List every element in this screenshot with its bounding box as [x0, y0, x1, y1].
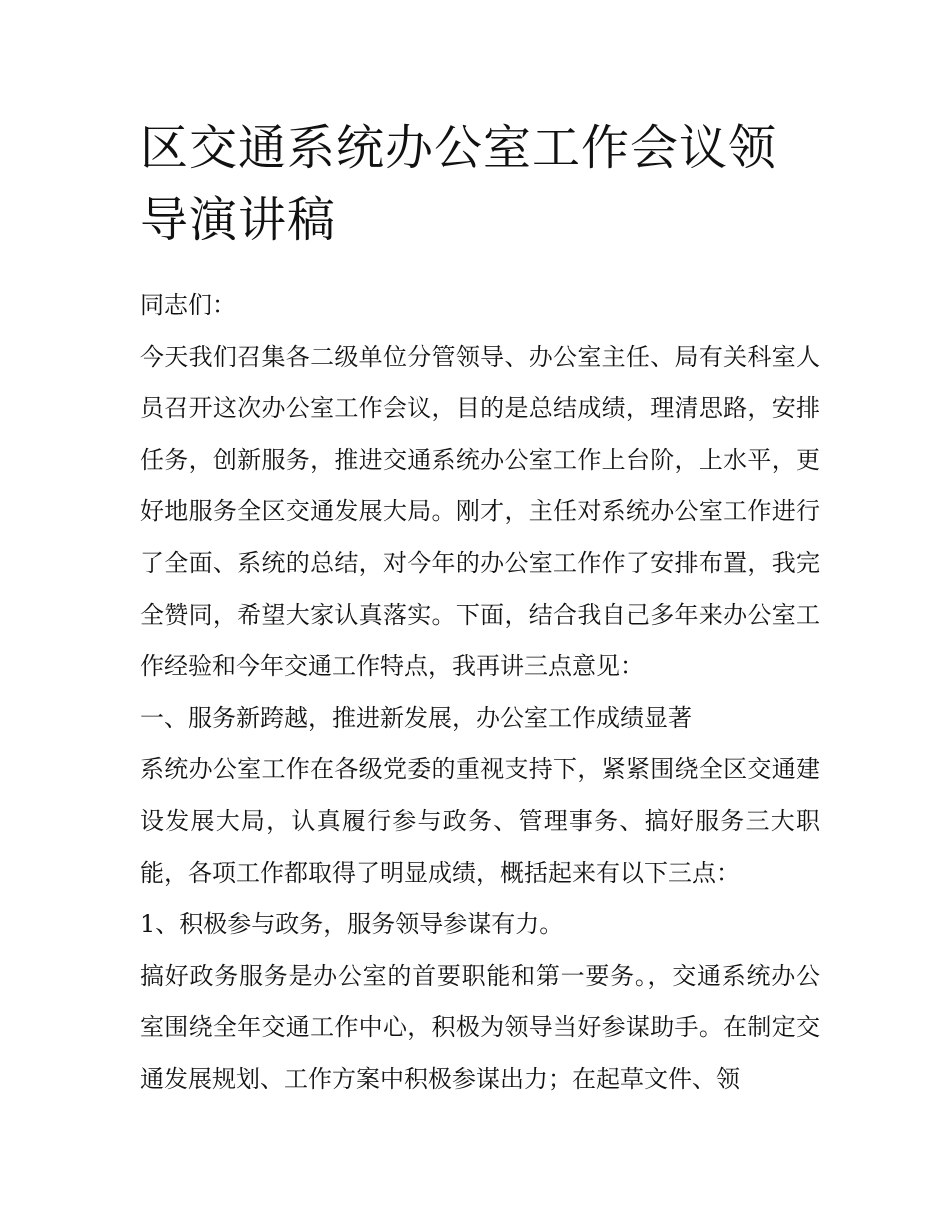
paragraph-intro: 今天我们召集各二级单位分管领导、办公室主任、局有关科室人员召开这次办公室工作会议，目的是总结成绩，理清思路，安排任务，创新服务，推进交通系统办公室工作上台阶，上水平，更好地服务全区交通发展大局。刚才，主任对系统办公室工作进行了全面、系统的总结，对今年的办公室工作作了安排布置，我完全赞同，希望大家认真落实。下面，结合我自己多年来办公室工作经验和今年交通工作特点，我再讲三点意见：: [140, 342, 820, 681]
paragraph-section-1: 系统办公室工作在各级党委的重视支持下，紧紧围绕全区交通建设发展大局，认真履行参与政务、管理事务、搞好服务三大职能，各项工作都取得了明显成绩，概括起来有以下三点：: [140, 755, 820, 887]
salutation: 同志们：: [140, 291, 236, 319]
paragraph-subsection-1: 搞好政务服务是办公室的首要职能和第一要务。，交通系统办公室围绕全年交通工作中心，积极为领导当好参谋助手。在制定交通发展规划、工作方案中积极参谋出力；在起草文件、领: [140, 961, 820, 1093]
subheading-1: 1、积极参与政务，服务领导参谋有力。: [140, 910, 564, 939]
document-body: [140, 280, 820, 1106]
document-title: 区交通系统办公室工作会议领导演讲稿: [140, 120, 778, 248]
section-heading-1: 一、服务新跨越，推进新发展，办公室工作成绩显著: [140, 703, 692, 732]
